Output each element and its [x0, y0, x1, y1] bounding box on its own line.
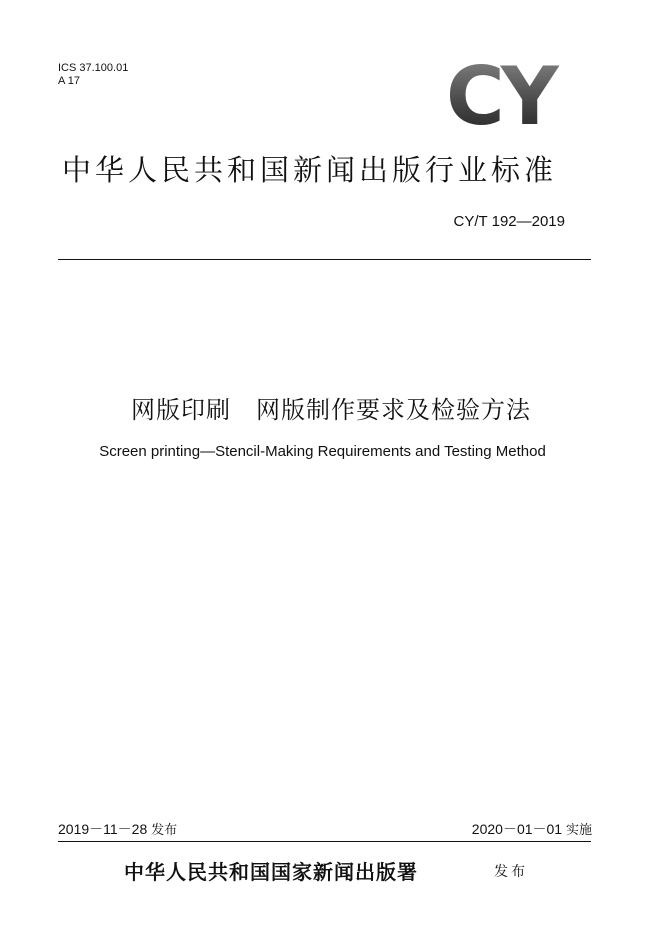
footer-divider: [58, 841, 591, 842]
implementation-date: 2020－01－01: [471, 821, 563, 837]
implementation-label: 实施: [565, 823, 592, 838]
cy-logo: [446, 58, 584, 130]
document-title-zh: 网版印刷 网版制作要求及检验方法: [131, 396, 531, 424]
standard-number: CY/T 192—2019: [453, 213, 565, 230]
category-code: A 17: [58, 75, 81, 87]
publish-label: 发布: [494, 864, 528, 880]
classification-codes: [58, 62, 128, 88]
ics-code: ICS 37.100.01: [58, 62, 129, 74]
header-divider: [58, 259, 591, 260]
implementation-date-line: [472, 819, 592, 839]
issue-date-line: [58, 819, 177, 839]
publisher-name: 中华人民共和国国家新闻出版署: [124, 860, 418, 884]
logo-lettering: CY: [446, 58, 555, 130]
issue-label: 发布: [151, 823, 178, 838]
issue-date: 2019－11－28: [58, 821, 148, 837]
standard-category-title: 中华人民共和国新闻出版行业标准: [62, 153, 558, 187]
document-title-en: Screen printing—Stencil-Making Requirements and Testing Method: [99, 443, 546, 460]
